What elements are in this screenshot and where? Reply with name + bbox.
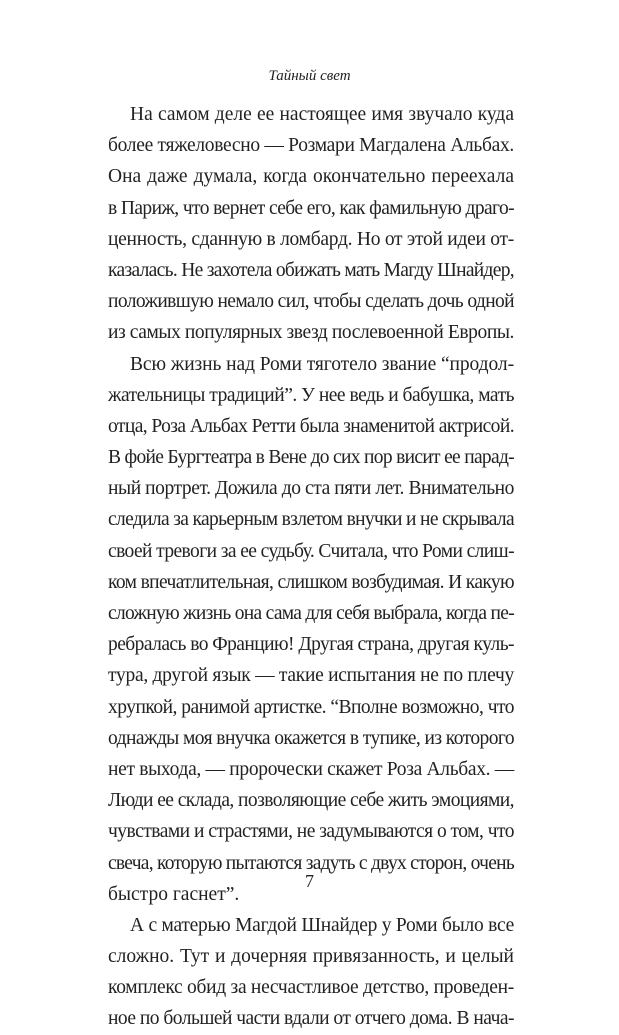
text-line: казалась. Не захотела обижать мать Магду Шнайдер, — [108, 259, 514, 281]
text-line: комплекс обид за несчастливое детство, проведен- — [108, 977, 514, 999]
page-number: 7 — [305, 871, 314, 891]
text-line: быстро гаснет”. — [108, 883, 240, 905]
text-line: нет выхода, — пророчески скажет Роза Альбах. — — [108, 758, 514, 780]
text-line: В фойе Бургтеатра в Вене до сих пор висит ее парад- — [108, 447, 514, 469]
text-line: сложно. Тут и дочерняя привязанность, и целый — [108, 946, 514, 968]
text-line: ный портрет. Дожила до ста пяти лет. Внимательно — [108, 478, 514, 500]
running-head: Тайный свет — [268, 68, 351, 84]
text-line: из самых популярных звезд послевоенной Европы. — [108, 322, 514, 344]
text-line: положившую немало сил, чтобы сделать дочь одной — [108, 291, 514, 313]
text-line: следила за карьерным взлетом внучки и не скрывала — [108, 509, 514, 531]
text-line: жательницы традиций”. У нее ведь и бабушка, мать — [108, 384, 515, 406]
text-line: однажды моя внучка окажется в тупике, из которого — [108, 727, 514, 749]
text-line: Люди ее склада, позволяющие себе жить эмоциями, — [108, 790, 514, 812]
text-line: ребралась во Францию! Другая страна, другая куль- — [108, 634, 514, 656]
body-text — [108, 99, 514, 1035]
text-line: отца, Роза Альбах Ретти была знаменитой актрисой. — [108, 415, 514, 437]
text-line: более тяжеловесно — Розмари Магдалена Альбах. — [108, 135, 514, 157]
text-line: своей тревоги за ее судьбу. Считала, что Роми слиш- — [108, 540, 514, 562]
text-line: чувствами и страстями, не задумываются о том, что — [108, 821, 514, 843]
text-line: Всю жизнь над Роми тяготело звание “продол- — [130, 353, 514, 375]
text-line: ком впечатлительная, слишком возбудимая. И какую — [108, 571, 514, 593]
text-line: свеча, которую пытаются задуть с двух сторон, очень — [108, 852, 515, 874]
text-line: На самом деле ее настоящее имя звучало куда — [130, 104, 514, 125]
text-line: Она даже думала, когда окончательно переехала — [108, 166, 514, 188]
text-line: хрупкой, ранимой артистке. “Вполне возможно, что — [108, 696, 514, 718]
text-line: сложную жизнь она сама для себя выбрала, когда пе- — [108, 603, 514, 624]
text-line: в Париж, что вернет себе его, как фамильную драго- — [108, 197, 514, 219]
text-line: ное по большей части вдали от отчего дома. В нача- — [108, 1008, 514, 1030]
text-line: тура, другой язык — такие испытания не по плечу — [108, 665, 514, 687]
text-line: ценность, сданную в ломбард. Но от этой идеи от- — [108, 228, 514, 250]
text-line: А с матерью Магдой Шнайдер у Роми было все — [130, 914, 514, 936]
